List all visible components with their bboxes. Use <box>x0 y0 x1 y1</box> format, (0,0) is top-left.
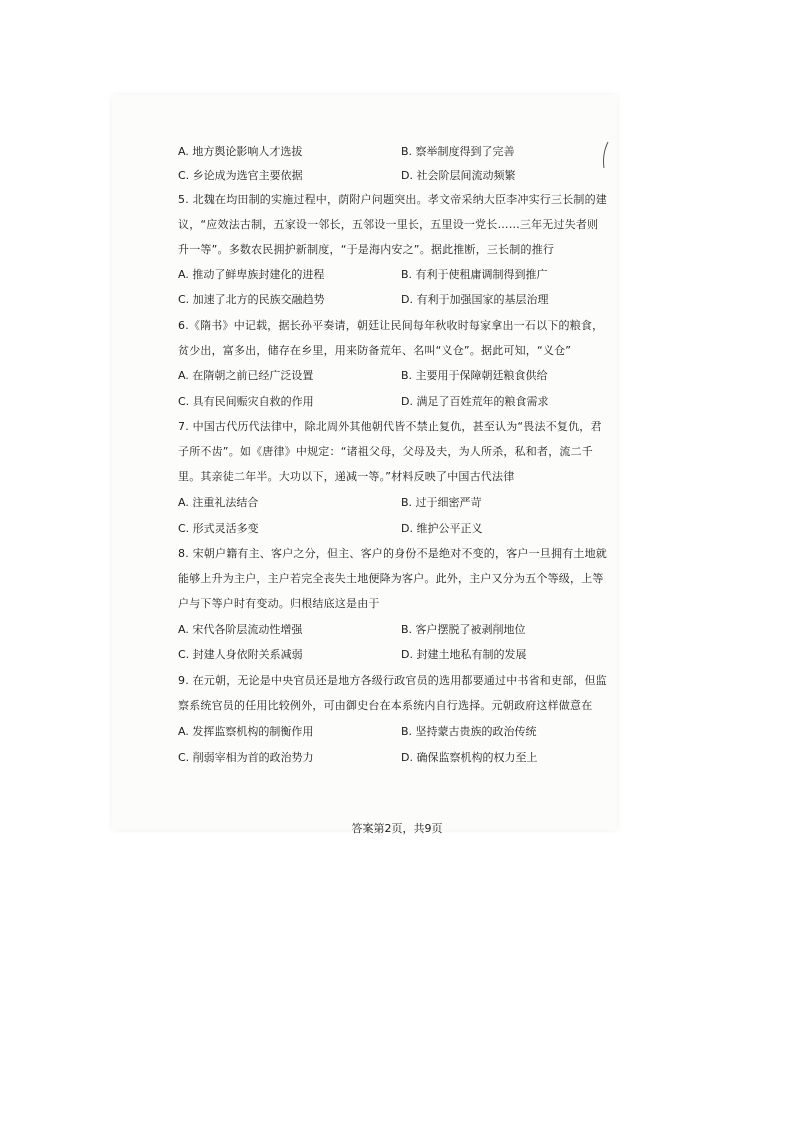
q9-option-b: B. 坚持蒙古贵族的政治传统 <box>401 725 537 738</box>
q8-stem-line-2: 能够上升为主户，主户若完全丧失土地便降为客户。此外，主户又分为五个等级，上等 <box>178 572 604 585</box>
q6-stem-line-2: 贫少出，富多出，储存在乡里，用来防备荒年、名叫“义仓”。据此可知，“义仓” <box>178 344 572 357</box>
q9-option-a: A. 发挥监察机构的制衡作用 <box>178 725 314 738</box>
q8-stem-line-1: 8. 宋朝户籍有主、客户之分，但主、客户的身份不是绝对不变的，客户一旦拥有土地就 <box>178 547 607 560</box>
q5-stem-line-2: 议，“应效法古制，五家设一邻长，五邻设一里长，五里设一党长……三年无过失者则 <box>178 218 599 231</box>
q5-stem-line-1: 5. 北魏在均田制的实施过程中，荫附户问题突出。孝文帝采纳大臣李冲实行三长制的建 <box>178 193 607 206</box>
q8-option-b: B. 客户摆脱了被剥削地位 <box>401 623 526 636</box>
q9-stem-line-1: 9. 在元朝，无论是中央官员还是地方各级行政官员的选用都要通过中书省和吏部，但监 <box>178 674 607 687</box>
q4-option-b: B. 察举制度得到了完善 <box>401 145 515 158</box>
q7-stem-line-2: 子所不齿”。如《唐律》中规定：“诸祖父母，父母及夫，为人所杀，私和者，流二千 <box>178 445 593 458</box>
q9-option-d: D. 确保监察机构的权力至上 <box>401 751 538 764</box>
q7-option-d: D. 维护公平正义 <box>401 522 483 535</box>
q9-stem-line-2: 察系统官员的任用比较例外，可由御史台在本系统内自行选择。元朝政府这样做意在 <box>178 699 593 712</box>
q6-option-c: C. 具有民间赈灾自救的作用 <box>178 395 314 408</box>
q4-option-d: D. 社会阶层间流动频繁 <box>401 169 516 182</box>
q6-option-b: B. 主要用于保障朝廷粮食供给 <box>401 369 548 382</box>
q7-option-c: C. 形式灵活多变 <box>178 522 259 535</box>
q6-option-a: A. 在隋朝之前已经广泛设置 <box>178 369 314 382</box>
q9-option-c: C. 削弱宰相为首的政治势力 <box>178 751 314 764</box>
q8-option-d: D. 封建土地私有制的发展 <box>401 648 527 661</box>
pen-stroke-mark <box>598 140 610 170</box>
q7-stem-line-1: 7. 中国古代历代法律中，除北周外其他朝代皆不禁止复仇，甚至认为“畏法不复仇，君 <box>178 420 602 433</box>
q6-option-d: D. 满足了百姓荒年的粮食需求 <box>401 395 549 408</box>
q7-option-a: A. 注重礼法结合 <box>178 496 259 509</box>
q5-option-c: C. 加速了北方的民族交融趋势 <box>178 293 325 306</box>
q4-option-a: A. 地方舆论影响人才选拔 <box>178 145 303 158</box>
q8-stem-line-3: 户与下等户时有变动。归根结底这是由于 <box>178 597 380 610</box>
q5-option-a: A. 推动了鲜卑族封建化的进程 <box>178 268 325 281</box>
q8-option-a: A. 宋代各阶层流动性增强 <box>178 623 303 636</box>
q5-stem-line-3: 升一等”。多数农民拥护新制度，“于是海内安之”。据此推断，三长制的推行 <box>178 243 555 256</box>
q6-stem-line-1: 6.《隋书》中记载，据长孙平奏请，朝廷让民间每年秋收时每家拿出一石以下的粮食， <box>178 319 604 332</box>
q7-option-b: B. 过于细密严苛 <box>401 496 482 509</box>
q4-option-c: C. 乡论成为选官主要依据 <box>178 169 303 182</box>
page-footer: 答案第2页，共9页 <box>351 822 443 835</box>
q8-option-c: C. 封建人身依附关系减弱 <box>178 648 303 661</box>
q7-stem-line-3: 里。其亲徒二年半。大功以下，递减一等。”材料反映了中国古代法律 <box>178 470 515 483</box>
q5-option-b: B. 有利于使租庸调制得到推广 <box>401 268 548 281</box>
q5-option-d: D. 有利于加强国家的基层治理 <box>401 293 549 306</box>
